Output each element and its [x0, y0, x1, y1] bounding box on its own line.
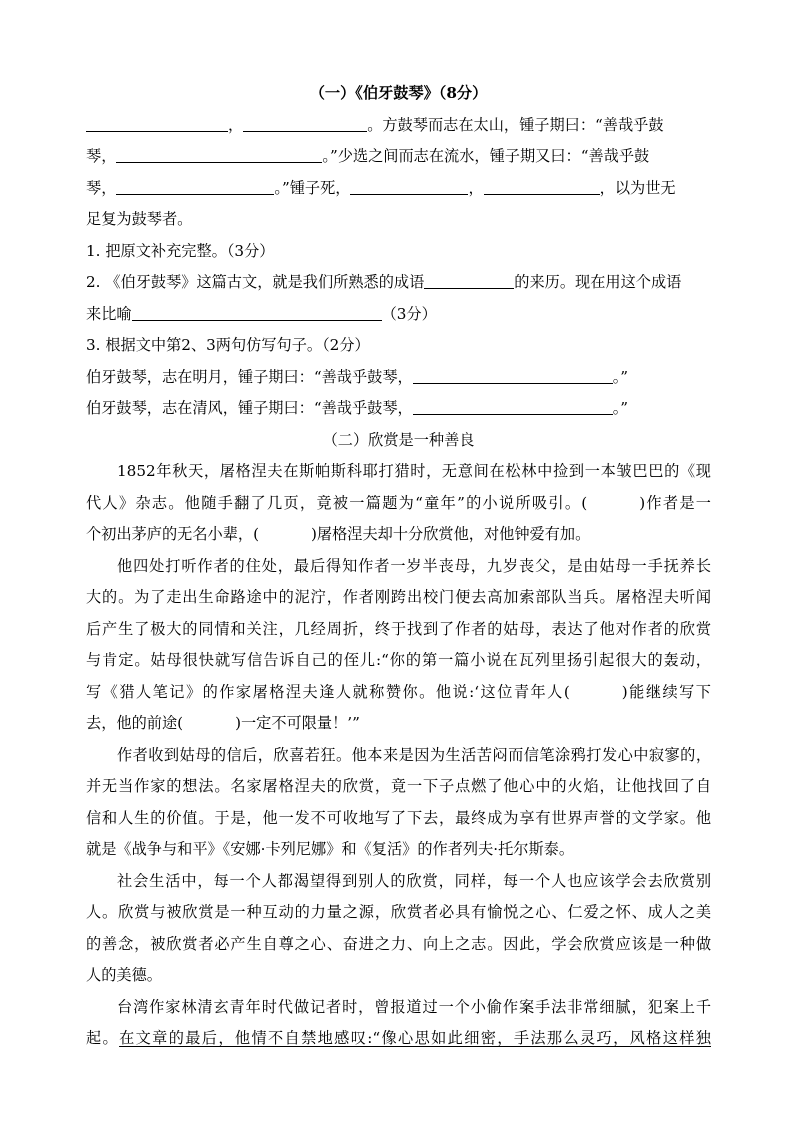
- paragraph-4-line-4: 人的美德。: [86, 966, 162, 984]
- paragraph-1-line-3: 个初出茅庐的无名小辈，( )屠格涅夫却十分欣赏他，对他钟爱有加。: [86, 525, 591, 543]
- answer-blank[interactable]: [116, 193, 274, 195]
- question-3-answer-2: 伯牙鼓琴，志在清风，锺子期曰：“善哉乎鼓琴， 。”: [86, 399, 629, 417]
- paragraph-4-line-1: 社会生活中，每一个人都渴望得到别人的欣赏，同样，每一个人也应该学会去欣赏别: [117, 871, 711, 890]
- question-3-answer-1: 伯牙鼓琴，志在明月，锺子期曰：“善哉乎鼓琴， 。”: [86, 367, 629, 386]
- passage-line-1: ， 。方鼓琴而志在太山，锺子期曰：“善哉乎鼓: [86, 110, 711, 142]
- underlined-sentence: 在文章的最后，他情不自禁地感叹:“像心思如此细密，手法那么灵巧，风格这样独: [119, 1029, 711, 1047]
- section-title-appreciation: （二）欣赏是一种善良: [322, 430, 475, 449]
- answer-blank[interactable]: [424, 287, 514, 289]
- answer-blank[interactable]: [86, 130, 228, 132]
- paragraph-2-line-2: 大的。为了走出生命路途中的泥泞，作者刚跨出校门便去高加索部队当兵。屠格涅夫听闻: [86, 588, 711, 606]
- passage-line-4: 足复为鼓琴者。: [86, 210, 193, 228]
- paragraph-3-line-1: 作者收到姑母的信后，欣喜若狂。他本来是因为生活苦闷而信笔涂鸦打发心中寂寥的，: [117, 745, 711, 764]
- paragraph-1-line-1: 1852年秋天，屠格涅夫在斯帕斯科耶打猎时，无意间在松林中捡到一本皱巴巴的《现: [117, 462, 711, 480]
- paragraph-2-line-6: 去，他的前途( )一定不可限量！’”: [86, 714, 360, 732]
- paragraph-4-line-3: 的善念，被欣赏者必产生自尊之心、奋进之力、向上之志。因此，学会欣赏应该是一种做: [86, 934, 711, 953]
- paragraph-1-line-2: 代人》杂志。他随手翻了几页，竟被一篇题为“童年”的小说所吸引。( )作者是一: [86, 493, 711, 512]
- section-title-boya: （一）《伯牙鼓琴》（8分）: [309, 84, 488, 102]
- answer-blank[interactable]: [484, 193, 600, 195]
- answer-blank[interactable]: [243, 130, 367, 132]
- answer-blank[interactable]: [413, 413, 613, 415]
- question-3: 3. 根据文中第2、3两句仿写句子。（2分）: [86, 336, 370, 354]
- paragraph-3-line-4: 就是《战争与和平》《安娜·卡列尼娜》和《复活》的作者列夫·托尔斯泰。: [86, 840, 575, 858]
- paragraph-3-line-2: 并无当作家的想法。名家屠格涅夫的欣赏，竟一下子点燃了他心中的火焰，让他找回了自: [86, 777, 711, 795]
- question-1: 1. 把原文补充完整。（3分）: [86, 241, 275, 260]
- paragraph-3-line-3: 信和人生的价值。于是，他一发不可收地写了下去，最终成为享有世界声誉的文学家。他: [86, 808, 711, 827]
- answer-blank[interactable]: [132, 319, 382, 321]
- paragraph-2-line-3: 后产生了极大的同情和关注，几经周折，终于找到了作者的姑母，表达了他对作者的欣赏: [86, 619, 711, 638]
- paragraph-2-line-4: 与肯定。姑母很快就写信告诉自己的侄儿:“你的第一篇小说在瓦列里扬引起很大的轰动，: [86, 651, 711, 669]
- answer-blank[interactable]: [413, 382, 613, 384]
- paragraph-2-line-1: 他四处打听作者的住处，最后得知作者一岁半丧母，九岁丧父，是由姑母一手抚养长: [117, 556, 711, 575]
- exam-page: [86, 78, 711, 1055]
- question-2-line-1: 2. 《伯牙鼓琴》这篇古文，就是我们所熟悉的成语 的来历。现在用这个成语: [86, 273, 682, 291]
- passage-line-2: 琴， 。”少选之间而志在流水，锺子期又曰：“善哉乎鼓: [86, 147, 650, 165]
- paragraph-5-line-2: 起。在文章的最后，他情不自禁地感叹:“像心思如此细密，手法那么灵巧，风格这样独: [86, 1029, 711, 1047]
- paragraph-2-line-5: 写《猎人笔记》的作家屠格涅夫逢人就称赞你。他说:‘这位青年人( )能继续写下: [86, 682, 711, 701]
- passage-line-3: 琴， 。”锺子死， ， ，以为世无: [86, 178, 676, 197]
- answer-blank[interactable]: [350, 193, 468, 195]
- question-2-line-2: 来比喻 （3分）: [86, 304, 437, 323]
- paragraph-4-line-2: 人。欣赏与被欣赏是一种互动的力量之源，欣赏者必具有愉悦之心、仁爱之怀、成人之美: [86, 903, 711, 921]
- paragraph-5-line-1: 台湾作家林清玄青年时代做记者时，曾报道过一个小偷作案手法非常细腻，犯案上千: [117, 997, 711, 1016]
- answer-blank[interactable]: [116, 161, 322, 163]
